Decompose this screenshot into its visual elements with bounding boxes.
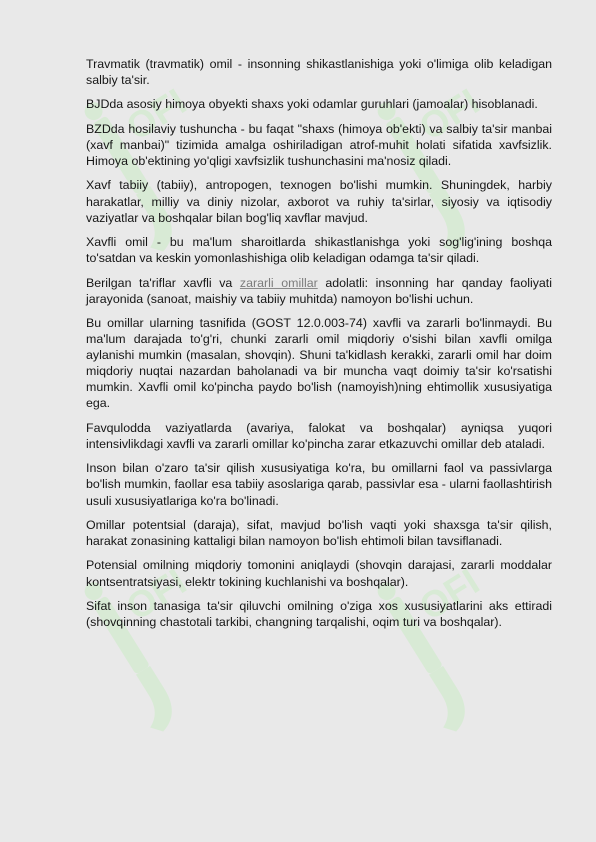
document-body <box>86 56 552 638</box>
paragraph-8: Favqulodda vaziyatlarda (avariya, falokat va boshqalar) ayniqsa yuqori intensivlikdagi xavfli va zararli omillar ko'pincha zarar etkazuvchi omillar deb ataladi. <box>86 420 552 451</box>
svg-text:OFI: OFI <box>411 560 487 629</box>
paragraph-11: Potensial omilning miqdoriy tomonini aniqlaydi (shovqin darajasi, zararli moddalar kontsentratsiyasi, elektr tokining kuchlanishi va boshqalar). <box>86 558 552 589</box>
paragraph-6 <box>86 275 552 307</box>
paragraph-6-before: Berilgan ta'riflar xavfli va <box>86 275 240 290</box>
paragraph-3: BZDda hosilaviy tushuncha - bu faqat "shaxs (himoya ob'ekti) va salbiy ta'sir manbai (xavf manbai)" tizimida amalga oshiriladigan atrof-muhit holati sifatida xavfsizlik. Himoya ob'ektining yo'qligi xavfsizlik tushunchasini ma'nosiz qiladi. <box>86 121 552 169</box>
paragraph-5: Xavfli omil - bu ma'lum sharoitlarda shikastlanishga yoki sog'lig'ining boshqa to'satdan va keskin yomonlashishiga olib keladigan odamga ta'sir qiladi. <box>86 235 552 266</box>
paragraph-10: Omillar potentsial (daraja), sifat, mavjud bo'lish vaqti yoki shaxsga ta'sir qilish, harakat zonasining kattaligi bilan namoyon bo'lish ehtimoli bilan tavsiflanadi. <box>86 517 552 549</box>
paragraph-2: BJDda asosiy himoya obyekti shaxs yoki odamlar guruhlari (jamoalar) hisoblanadi. <box>86 97 538 112</box>
paragraph-6-after: adolatli: insonning har qanday faoliyati jarayonida (sanoat, maishiy va tabiiy muhitda) namoyon bo'lishi uchun. <box>86 275 552 306</box>
svg-text:OFI: OFI <box>118 560 194 629</box>
paragraph-9: Inson bilan o'zaro ta'sir qilish xususiyatiga ko'ra, bu omillarni faol va passivlarga bo'lish mumkin, faollar esa tabiiy asoslariga qarab, passivlar esa - ularni faollashtirish usuli xususiyatlariga ko'ra bo'linadi. <box>86 461 552 508</box>
paragraph-12: Sifat inson tanasiga ta'sir qiluvchi omilning o'ziga xos xususiyatlarini aks ettiradi (shovqinning chastotali tarkibi, changning tarqalishi, oqim turi va boshqalar). <box>86 598 552 629</box>
paragraph-7: Bu omillar ularning tasnifida (GOST 12.0.003-74) xavfli va zararli bo'linmaydi. Bu ma'lum darajada to'g'ri, chunki zararli omil miqdoriy o'sishi bilan xavfli omilga aylanishi mumkin (masalan, shovqin). Shuni ta'kidlash kerakki, zararli omil har doim miqdoriy nuqtai nazardan baholanadi va bir muncha vaqt doimiy ta'sir ko'rsatishi mumkin. Xavfli omil ko'pincha paydo bo'lish (namoyish)ning ehtimollik xususiyatiga ega. <box>86 316 552 411</box>
svg-text:OFI: OFI <box>411 80 487 149</box>
zararli-omillar-link[interactable]: zararli omillar <box>239 275 318 290</box>
paragraph-4: Xavf tabiiy (tabiiy), antropogen, texnogen bo'lishi mumkin. Shuningdek, harbiy harakatlar, milliy va diniy nizolar, axborot va ruhiy ta'sirlar, siyosiy va iqtisodiy vaziyatlar va boshqalar bilan bog'liq xavflar mavjud. <box>86 178 552 225</box>
svg-text:OFI: OFI <box>118 80 194 149</box>
paragraph-1: Travmatik (travmatik) omil - insonning shikastlanishiga yoki o'limiga olib keladigan salbiy ta'sir. <box>86 57 552 88</box>
